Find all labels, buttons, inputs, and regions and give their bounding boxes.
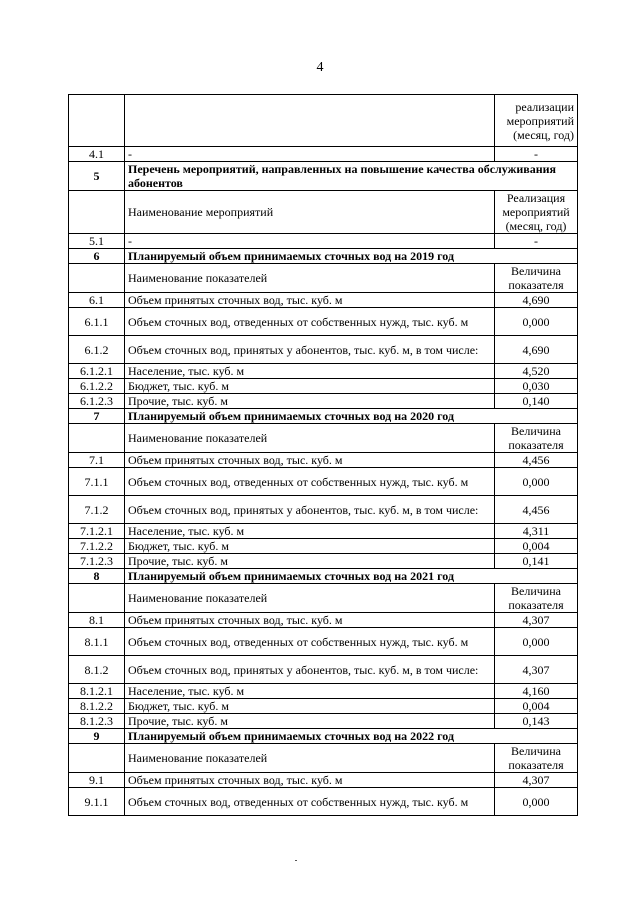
value-cell: 4,690 <box>495 336 578 364</box>
row-number-cell: 6.1.2.2 <box>69 379 125 394</box>
value-header-cell: Величина показателя <box>495 264 578 293</box>
section-number-cell: 7 <box>69 409 125 424</box>
row-number-cell: 8.1.2.1 <box>69 684 125 699</box>
value-cell: 0,141 <box>495 554 578 569</box>
table-row <box>69 308 578 336</box>
table-row <box>69 554 578 569</box>
name-header-cell: Наименование показателей <box>125 744 495 773</box>
name-cell: Прочие, тыс. куб. м <box>125 714 495 729</box>
name-cell: Прочие, тыс. куб. м <box>125 394 495 409</box>
table-row <box>69 264 578 293</box>
value-cell: 0,004 <box>495 699 578 714</box>
value-cell: 4,311 <box>495 524 578 539</box>
table-row <box>69 788 578 816</box>
row-number-cell: 7.1.2.1 <box>69 524 125 539</box>
row-number-cell: 8.1.2.3 <box>69 714 125 729</box>
table-row <box>69 744 578 773</box>
name-cell: Население, тыс. куб. м <box>125 684 495 699</box>
value-cell: 0,143 <box>495 714 578 729</box>
row-number-cell: 6.1.1 <box>69 308 125 336</box>
table-row <box>69 424 578 453</box>
table-row <box>69 409 578 424</box>
name-cell: Объем сточных вод, отведенных от собственных нужд, тыс. куб. м <box>125 788 495 816</box>
name-header-cell: Наименование показателей <box>125 264 495 293</box>
row-number-cell: 6.1.2.3 <box>69 394 125 409</box>
table-row <box>69 496 578 524</box>
value-cell: 4,690 <box>495 293 578 308</box>
row-number-cell: 8.1 <box>69 613 125 628</box>
table-row <box>69 569 578 584</box>
value-cell: 4,307 <box>495 773 578 788</box>
table-row <box>69 394 578 409</box>
name-cell: Прочие, тыс. куб. м <box>125 554 495 569</box>
name-cell <box>125 95 495 147</box>
name-cell: - <box>125 234 495 249</box>
name-header-cell: Наименование мероприятий <box>125 191 495 234</box>
value-cell: 0,000 <box>495 628 578 656</box>
name-header-cell: Наименование показателей <box>125 424 495 453</box>
value-cell: 0,140 <box>495 394 578 409</box>
value-cell: 4,307 <box>495 613 578 628</box>
value-header-cell: Величина показателя <box>495 424 578 453</box>
value-cell: 0,000 <box>495 308 578 336</box>
page-number: 4 <box>316 60 324 75</box>
table-row <box>69 293 578 308</box>
value-header-cell: Величина показателя <box>495 584 578 613</box>
row-number-cell <box>69 584 125 613</box>
row-number-cell <box>69 95 125 147</box>
row-number-cell: 7.1 <box>69 453 125 468</box>
value-cell: 4,307 <box>495 656 578 684</box>
name-cell: Объем сточных вод, отведенных от собственных нужд, тыс. куб. м <box>125 468 495 496</box>
row-number-cell: 6.1.2 <box>69 336 125 364</box>
table-row <box>69 468 578 496</box>
row-number-cell: 9.1 <box>69 773 125 788</box>
row-number-cell <box>69 424 125 453</box>
section-number-cell: 6 <box>69 249 125 264</box>
name-cell: Объем принятых сточных вод, тыс. куб. м <box>125 773 495 788</box>
table-row <box>69 147 578 162</box>
value-cell: 0,030 <box>495 379 578 394</box>
table-row <box>69 191 578 234</box>
table-row <box>69 714 578 729</box>
table-row <box>69 162 578 191</box>
section-title-cell: Планируемый объем принимаемых сточных вод на 2022 год <box>125 729 578 744</box>
name-cell: Объем сточных вод, принятых у абонентов, тыс. куб. м, в том числе: <box>125 496 495 524</box>
name-cell: Объем сточных вод, принятых у абонентов, тыс. куб. м, в том числе: <box>125 656 495 684</box>
scan-speck <box>295 860 297 861</box>
row-number-cell: 7.1.2 <box>69 496 125 524</box>
row-number-cell: 7.1.2.2 <box>69 539 125 554</box>
table-row <box>69 524 578 539</box>
section-number-cell: 9 <box>69 729 125 744</box>
row-number-cell: 7.1.2.3 <box>69 554 125 569</box>
section-title-cell: Перечень мероприятий, направленных на повышение качества обслуживания абонентов <box>125 162 578 191</box>
value-cell: 0,004 <box>495 539 578 554</box>
name-header-cell: Наименование показателей <box>125 584 495 613</box>
table-row <box>69 699 578 714</box>
value-header-cell: Реализация мероприятий (месяц, год) <box>495 191 578 234</box>
plan-table <box>68 94 578 816</box>
row-number-cell <box>69 264 125 293</box>
row-number-cell: 8.1.2.2 <box>69 699 125 714</box>
name-cell: Бюджет, тыс. куб. м <box>125 539 495 554</box>
row-number-cell <box>69 744 125 773</box>
name-cell: - <box>125 147 495 162</box>
name-cell: Объем принятых сточных вод, тыс. куб. м <box>125 293 495 308</box>
table-row <box>69 453 578 468</box>
value-header-cell: Величина показателя <box>495 744 578 773</box>
row-number-cell: 8.1.1 <box>69 628 125 656</box>
table-row <box>69 539 578 554</box>
value-header-cell: реализации мероприятий (месяц, год) <box>495 95 578 147</box>
value-cell: 4,160 <box>495 684 578 699</box>
section-number-cell: 8 <box>69 569 125 584</box>
table-row <box>69 95 578 147</box>
table-row <box>69 684 578 699</box>
table-row <box>69 773 578 788</box>
name-cell: Бюджет, тыс. куб. м <box>125 699 495 714</box>
value-cell: 4,520 <box>495 364 578 379</box>
section-title-cell: Планируемый объем принимаемых сточных вод на 2020 год <box>125 409 578 424</box>
table-row <box>69 729 578 744</box>
value-cell: 4,456 <box>495 453 578 468</box>
table-row <box>69 364 578 379</box>
value-cell: 0,000 <box>495 788 578 816</box>
name-cell: Объем сточных вод, отведенных от собственных нужд, тыс. куб. м <box>125 628 495 656</box>
section-title-cell: Планируемый объем принимаемых сточных вод на 2019 год <box>125 249 578 264</box>
section-number-cell: 5 <box>69 162 125 191</box>
row-number-cell: 7.1.1 <box>69 468 125 496</box>
table-row <box>69 656 578 684</box>
name-cell: Бюджет, тыс. куб. м <box>125 379 495 394</box>
row-number-cell: 6.1 <box>69 293 125 308</box>
table-row <box>69 249 578 264</box>
table-row <box>69 379 578 394</box>
name-cell: Население, тыс. куб. м <box>125 524 495 539</box>
section-title-cell: Планируемый объем принимаемых сточных вод на 2021 год <box>125 569 578 584</box>
value-cell: 4,456 <box>495 496 578 524</box>
table-row <box>69 234 578 249</box>
row-number-cell: 4.1 <box>69 147 125 162</box>
row-number-cell: 6.1.2.1 <box>69 364 125 379</box>
row-number-cell: 5.1 <box>69 234 125 249</box>
value-cell: 0,000 <box>495 468 578 496</box>
name-cell: Население, тыс. куб. м <box>125 364 495 379</box>
value-cell: - <box>495 147 578 162</box>
name-cell: Объем сточных вод, отведенных от собственных нужд, тыс. куб. м <box>125 308 495 336</box>
row-number-cell: 9.1.1 <box>69 788 125 816</box>
name-cell: Объем сточных вод, принятых у абонентов, тыс. куб. м, в том числе: <box>125 336 495 364</box>
row-number-cell <box>69 191 125 234</box>
table-row <box>69 336 578 364</box>
table-row <box>69 613 578 628</box>
name-cell: Объем принятых сточных вод, тыс. куб. м <box>125 453 495 468</box>
name-cell: Объем принятых сточных вод, тыс. куб. м <box>125 613 495 628</box>
table-row <box>69 628 578 656</box>
value-cell: - <box>495 234 578 249</box>
table-row <box>69 584 578 613</box>
row-number-cell: 8.1.2 <box>69 656 125 684</box>
